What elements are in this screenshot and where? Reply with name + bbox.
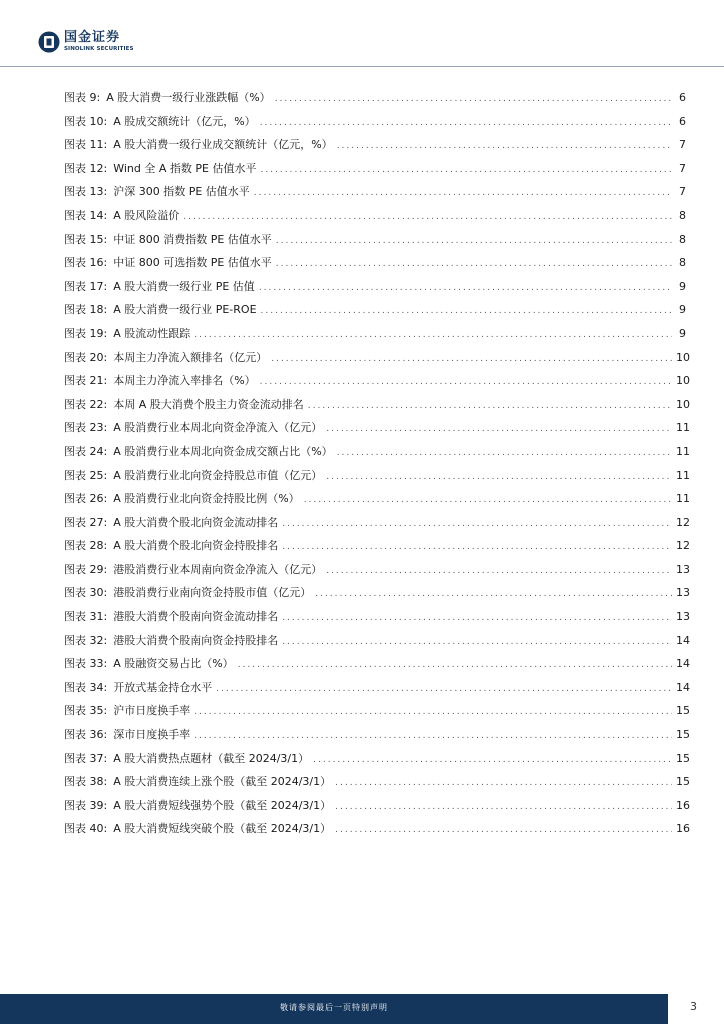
toc-entry-page: 14 — [676, 657, 690, 671]
toc-entry-label: 图表 21: — [64, 374, 108, 388]
toc-dot-leader — [276, 259, 672, 269]
toc-dot-leader — [282, 542, 672, 552]
toc-entry-label: 图表 17: — [64, 279, 108, 293]
toc-entry-title: 深市日度换手率 — [113, 728, 191, 742]
toc-entry-label: 图表 39: — [64, 798, 108, 812]
sinolink-logo-icon — [38, 31, 60, 53]
toc-dot-leader — [282, 613, 672, 623]
toc-entry-page: 7 — [679, 161, 686, 175]
toc-entry-page: 16 — [676, 822, 690, 836]
toc-entry-label: 图表 30: — [64, 586, 108, 600]
toc-entry-label: 图表 40: — [64, 822, 108, 836]
toc-entry[interactable] — [64, 820, 690, 844]
brand-name-en: SINOLINK SECURITIES — [64, 46, 134, 52]
page-number: 3 — [690, 1000, 697, 1013]
toc-dot-leader — [326, 472, 672, 482]
toc-dot-leader — [260, 165, 672, 175]
toc-entry-label: 图表 18: — [64, 303, 108, 317]
toc-entry-title: A 股大消费热点题材（截至 2024/3/1） — [113, 751, 310, 765]
toc-entry-page: 15 — [676, 775, 690, 789]
toc-entry[interactable] — [64, 136, 686, 160]
toc-entry-page: 9 — [679, 303, 686, 317]
toc-entry[interactable] — [64, 349, 690, 373]
toc-entry-label: 图表 9: — [64, 91, 101, 104]
toc-entry[interactable] — [64, 490, 690, 514]
toc-entry[interactable] — [64, 301, 686, 325]
toc-entry-page: 16 — [676, 798, 690, 812]
toc-entry-title: A 股大消费短线突破个股（截至 2024/3/1） — [113, 822, 332, 836]
toc-dot-leader — [259, 283, 672, 293]
toc-entry-page: 11 — [676, 444, 690, 458]
toc-entry-title: A 股大消费短线强势个股（截至 2024/3/1） — [113, 798, 332, 812]
toc-entry-title: 本周 A 股大消费个股主力资金流动排名 — [113, 397, 304, 411]
toc-entry[interactable] — [64, 89, 686, 113]
toc-entry-title: A 股大消费个股北向资金流动排名 — [113, 515, 279, 529]
figure-index-list — [64, 89, 690, 844]
toc-entry-page: 11 — [676, 492, 690, 506]
toc-entry-title: A 股融资交易占比（%） — [113, 657, 234, 671]
toc-entry-label: 图表 35: — [64, 704, 108, 718]
toc-entry-label: 图表 36: — [64, 728, 108, 742]
toc-entry[interactable] — [64, 231, 686, 255]
toc-entry-label: 图表 26: — [64, 492, 108, 506]
toc-entry[interactable] — [64, 325, 686, 349]
toc-entry-title: A 股消费行业本周北向资金成交额占比（%） — [113, 444, 333, 458]
toc-dot-leader — [276, 236, 672, 246]
toc-entry-page: 7 — [679, 185, 686, 199]
page-header — [0, 0, 724, 66]
toc-entry[interactable] — [64, 584, 690, 608]
toc-entry-page: 8 — [679, 208, 686, 222]
brand-logo — [38, 28, 134, 56]
toc-entry-title: 中证 800 消费指数 PE 估值水平 — [113, 232, 272, 246]
toc-entry[interactable] — [64, 396, 690, 420]
toc-entry-title: 本周主力净流入额排名（亿元） — [113, 350, 268, 364]
toc-entry-page: 12 — [676, 539, 690, 553]
toc-entry-page: 9 — [679, 279, 686, 293]
toc-entry-title: A 股大消费个股北向资金持股排名 — [113, 539, 279, 553]
toc-dot-leader — [304, 495, 672, 505]
toc-entry-label: 图表 28: — [64, 539, 108, 553]
toc-dot-leader — [335, 778, 672, 788]
brand-wordmark — [64, 31, 134, 53]
toc-entry-title: Wind 全 A 指数 PE 估值水平 — [113, 161, 257, 175]
toc-entry-title: A 股大消费一级行业 PE 估值 — [113, 279, 255, 293]
toc-entry[interactable] — [64, 514, 690, 538]
toc-dot-leader — [194, 731, 672, 741]
toc-dot-leader — [326, 424, 672, 434]
toc-entry[interactable] — [64, 679, 690, 703]
toc-dot-leader — [335, 825, 672, 835]
toc-entry[interactable] — [64, 608, 690, 632]
toc-entry[interactable] — [64, 537, 690, 561]
toc-entry-title: 开放式基金持仓水平 — [113, 680, 213, 694]
toc-dot-leader — [335, 802, 672, 812]
toc-dot-leader — [183, 212, 672, 222]
toc-dot-leader — [260, 377, 672, 387]
toc-entry-page: 6 — [679, 91, 686, 104]
toc-entry[interactable] — [64, 467, 690, 491]
toc-entry-title: 港股大消费个股南向资金持股排名 — [113, 633, 279, 647]
toc-entry-page: 8 — [679, 232, 686, 246]
toc-entry-label: 图表 14: — [64, 208, 108, 222]
toc-entry-page: 7 — [679, 138, 686, 152]
toc-dot-leader — [282, 637, 672, 647]
toc-entry[interactable] — [64, 750, 690, 774]
toc-entry-title: 港股大消费个股南向资金流动排名 — [113, 610, 279, 624]
toc-entry-label: 图表 32: — [64, 633, 108, 647]
toc-dot-leader — [315, 589, 672, 599]
toc-entry-title: A 股流动性跟踪 — [113, 326, 191, 340]
toc-entry-label: 图表 23: — [64, 421, 108, 435]
toc-entry-page: 14 — [676, 633, 690, 647]
toc-entry[interactable] — [64, 773, 690, 797]
toc-entry-page: 13 — [676, 610, 690, 624]
toc-entry-title: A 股消费行业北向资金持股总市值（亿元） — [113, 468, 323, 482]
toc-entry-label: 图表 10: — [64, 114, 108, 128]
toc-entry[interactable] — [64, 726, 690, 750]
toc-dot-leader — [313, 755, 672, 765]
toc-entry-title: A 股大消费一级行业涨跌幅（%） — [106, 91, 271, 104]
toc-entry-page: 13 — [676, 586, 690, 600]
toc-entry-page: 9 — [679, 326, 686, 340]
toc-dot-leader — [216, 684, 672, 694]
toc-entry-page: 10 — [676, 374, 690, 388]
brand-name-cn: 国金证券 — [64, 30, 121, 45]
toc-entry[interactable] — [64, 207, 686, 231]
toc-entry-page: 14 — [676, 680, 690, 694]
toc-dot-leader — [238, 660, 672, 670]
toc-entry[interactable] — [64, 254, 686, 278]
toc-entry-page: 6 — [679, 114, 686, 128]
footer-disclaimer: 敬请参阅最后一页特别声明 — [280, 1003, 388, 1012]
toc-entry-page: 12 — [676, 515, 690, 529]
toc-entry[interactable] — [64, 632, 690, 656]
toc-entry[interactable] — [64, 113, 686, 137]
toc-entry-label: 图表 13: — [64, 185, 108, 199]
toc-dot-leader — [260, 118, 672, 128]
toc-entry-title: 沪市日度换手率 — [113, 704, 191, 718]
toc-entry-label: 图表 22: — [64, 397, 108, 411]
toc-entry-label: 图表 27: — [64, 515, 108, 529]
toc-entry-page: 8 — [679, 256, 686, 270]
toc-dot-leader — [326, 566, 672, 576]
toc-entry-page: 11 — [676, 468, 690, 482]
toc-entry-label: 图表 29: — [64, 562, 108, 576]
toc-dot-leader — [337, 448, 672, 458]
toc-entry-title: 中证 800 可选指数 PE 估值水平 — [113, 256, 272, 270]
toc-entry-label: 图表 16: — [64, 256, 108, 270]
toc-entry[interactable] — [64, 655, 690, 679]
toc-entry-title: A 股大消费一级行业成交额统计（亿元，%） — [113, 138, 333, 152]
toc-entry-page: 15 — [676, 751, 690, 765]
toc-entry[interactable] — [64, 419, 690, 443]
toc-entry[interactable] — [64, 372, 690, 396]
toc-dot-leader — [308, 401, 672, 411]
toc-entry-title: A 股大消费一级行业 PE-ROE — [113, 303, 257, 317]
toc-entry[interactable] — [64, 183, 686, 207]
toc-entry-label: 图表 11: — [64, 138, 108, 152]
toc-entry-label: 图表 12: — [64, 161, 108, 175]
toc-entry-page: 15 — [676, 704, 690, 718]
toc-entry-title: 沪深 300 指数 PE 估值水平 — [113, 185, 250, 199]
toc-entry-label: 图表 15: — [64, 232, 108, 246]
toc-entry-label: 图表 31: — [64, 610, 108, 624]
toc-entry-label: 图表 37: — [64, 751, 108, 765]
toc-entry-title: A 股消费行业北向资金持股比例（%） — [113, 492, 300, 506]
toc-entry[interactable] — [64, 278, 686, 302]
toc-dot-leader — [271, 354, 672, 364]
toc-dot-leader — [194, 330, 672, 340]
toc-entry-title: A 股成交额统计（亿元，%） — [113, 114, 256, 128]
toc-entry-label: 图表 34: — [64, 680, 108, 694]
toc-entry[interactable] — [64, 443, 690, 467]
toc-entry-label: 图表 38: — [64, 775, 108, 789]
toc-dot-leader — [261, 306, 672, 316]
header-divider — [0, 66, 724, 67]
toc-entry-title: 港股消费行业本周南向资金净流入（亿元） — [113, 562, 323, 576]
toc-entry-title: 本周主力净流入率排名（%） — [113, 374, 256, 388]
toc-entry-title: A 股消费行业本周北向资金净流入（亿元） — [113, 421, 323, 435]
toc-entry-title: A 股大消费连续上涨个股（截至 2024/3/1） — [113, 775, 332, 789]
toc-entry-page: 13 — [676, 562, 690, 576]
toc-dot-leader — [337, 141, 672, 151]
toc-entry[interactable] — [64, 702, 690, 726]
toc-entry[interactable] — [64, 160, 686, 184]
toc-entry-title: A 股风险溢价 — [113, 208, 180, 222]
toc-entry[interactable] — [64, 561, 690, 585]
toc-entry[interactable] — [64, 797, 690, 821]
toc-entry-page: 10 — [676, 350, 690, 364]
toc-entry-label: 图表 25: — [64, 468, 108, 482]
toc-entry-page: 10 — [676, 397, 690, 411]
toc-entry-title: 港股消费行业南向资金持股市值（亿元） — [113, 586, 312, 600]
toc-dot-leader — [282, 519, 672, 529]
toc-entry-label: 图表 33: — [64, 657, 108, 671]
toc-entry-label: 图表 20: — [64, 350, 108, 364]
toc-entry-label: 图表 24: — [64, 444, 108, 458]
toc-entry-label: 图表 19: — [64, 326, 108, 340]
toc-dot-leader — [254, 188, 672, 198]
toc-entry-page: 11 — [676, 421, 690, 435]
toc-dot-leader — [275, 94, 672, 104]
toc-entry-page: 15 — [676, 728, 690, 742]
toc-dot-leader — [194, 707, 672, 717]
